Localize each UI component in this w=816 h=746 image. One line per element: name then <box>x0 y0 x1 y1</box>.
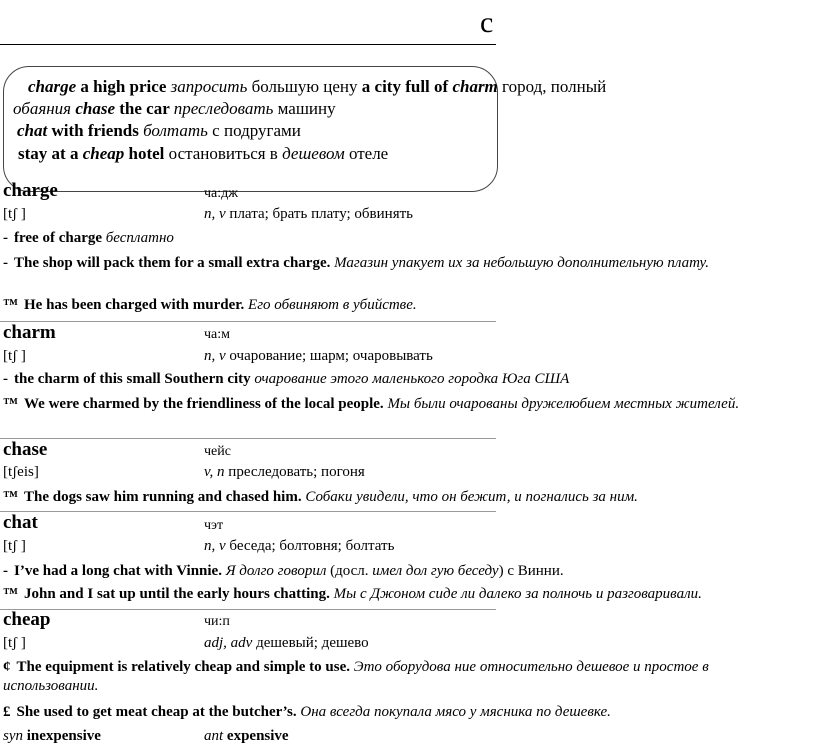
separator <box>0 438 496 439</box>
transcription-chase: [tʃeis] <box>3 464 39 480</box>
definition-charm: n, v очарование; шарм; очаровывать <box>204 348 433 364</box>
synonym-cheap: syn inexpensive <box>3 728 101 744</box>
separator <box>0 321 496 322</box>
definition-cheap: adj, adv дешевый; дешево <box>204 635 369 651</box>
headword-chat: chat <box>3 512 38 533</box>
pronunciation-cheap: чи:п <box>204 614 230 629</box>
headword-cheap: cheap <box>3 609 51 630</box>
example-charge-3: ™ He has been charged with murder. Его обвиняют в убийстве. <box>3 297 417 313</box>
definition-chase: v, n преследовать; погоня <box>204 464 365 480</box>
transcription-charm: [tʃ ] <box>3 348 26 364</box>
header-rule <box>0 44 496 45</box>
example-cheap-2: £ She used to get meat cheap at the butcher’s. Она всегда покупала мясо у мясника по дешевке. <box>3 704 611 720</box>
transcription-chat: [tʃ ] <box>3 538 26 554</box>
separator <box>0 609 496 610</box>
pronunciation-chase: чейс <box>204 444 231 459</box>
example-cheap-1: ¢ The equipment is relatively cheap and simple to use. Это оборудова ние относительно дешевое и простое в использовании. <box>3 659 709 694</box>
transcription-cheap: [tʃ ] <box>3 635 26 651</box>
pronunciation-chat: чэт <box>204 518 224 533</box>
collocation-line-2: обаяния chase the car преследовать машину <box>13 99 336 118</box>
page-letter: c <box>480 6 494 39</box>
antonym-cheap: ant expensive <box>204 728 289 744</box>
example-charm-2: ™ We were charmed by the friendliness of the local people. Мы были очарованы дружелюбием местных жителей. <box>3 396 740 412</box>
example-charge-2: ‑ The shop will pack them for a small extra charge. Магазин упакует их за небольшую дополнительную плату. <box>3 255 709 271</box>
transcription-charge: [tʃ ] <box>3 206 26 222</box>
headword-charge: charge <box>3 180 58 201</box>
collocation-line-4: stay at a cheap hotel остановиться в дешевом отеле <box>18 144 389 163</box>
example-chat-2: ™ John and I sat up until the early hours chatting. Мы с Джоном сиде ли далеко за полночь и разговаривали. <box>3 586 702 602</box>
definition-chat: n, v беседа; болтовня; болтать <box>204 538 395 554</box>
pronunciation-charge: ча:дж <box>204 186 238 201</box>
pronunciation-charm: ча:м <box>204 327 231 342</box>
collocation-line-3: chat with friends болтать с подругами <box>17 121 301 140</box>
separator <box>0 511 496 512</box>
collocation-line-1: charge a high price запросить большую цену a city full of charm город, полный <box>28 77 607 96</box>
example-charge-1: ‑ free of charge бесплатно <box>3 230 174 246</box>
example-chat-1: ‑ I’ve had a long chat with Vinnie. Я долго говорил (досл. имел дол гую беседу) с Винни. <box>3 563 564 579</box>
definition-charge: n, v плата; брать плату; обвинять <box>204 206 413 222</box>
headword-charm: charm <box>3 322 56 343</box>
example-charm-1: ‑ the charm of this small Southern city очарование этого маленького городка Юга США <box>3 371 570 387</box>
example-chase-1: ™ The dogs saw him running and chased him. Собаки увидели, что он бежит, и погнались за ним. <box>3 489 638 505</box>
headword-chase: chase <box>3 439 48 460</box>
